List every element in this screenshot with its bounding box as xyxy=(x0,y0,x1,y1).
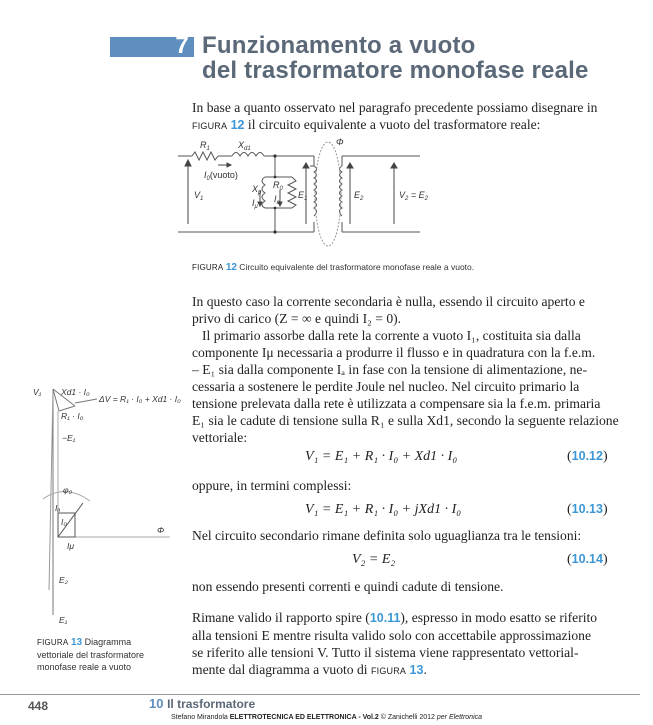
fig13-label-i0: I₀ xyxy=(61,517,67,527)
intro-line-1: In base a quanto osservato nel paragrafo precedente possiamo disegnare in xyxy=(192,100,598,115)
primary-winding xyxy=(314,166,317,216)
paragraph-5: non essendo presenti correnti e quindi cadute di tensione. xyxy=(192,579,504,594)
p6-text: ), espresso in modo esatto se riferito xyxy=(400,610,598,625)
p1-line-1: In questo caso la corrente secondaria è nulla, essendo il circuito aperto e xyxy=(192,294,585,309)
label-e1: $E_1$ xyxy=(298,190,308,202)
p2-line-1: Il primario assorbe dalla rete la corrente a vuoto I₁, costituita sia dalla xyxy=(202,328,581,343)
figure-13-caption xyxy=(37,636,187,673)
node-dot xyxy=(273,154,276,157)
figure-ref-link[interactable]: 13 xyxy=(409,663,424,677)
equation-ref: 10.12 xyxy=(571,449,603,463)
delta-v-pointer xyxy=(75,399,97,403)
section-title-line-2: del trasformatore monofase reale xyxy=(202,57,589,84)
label-r0: $R_0$ xyxy=(273,180,283,192)
p2-line-2: componente Iμ necessaria a produrre il flusso e in quadratura con la f.e.m. xyxy=(192,345,596,360)
caption-text: Diagramma xyxy=(82,637,132,647)
credit-author: Stefano Mirandola xyxy=(170,714,230,721)
section-title-line-1: Funzionamento a vuoto xyxy=(202,32,476,59)
label-ia: $I_a$ xyxy=(274,194,280,206)
fig13-label-e2: E₂ xyxy=(59,575,68,585)
label-xd1: $X_{d1}$ xyxy=(238,140,251,152)
fig13-label-ia: Iₐ xyxy=(55,503,61,513)
p6-text: . xyxy=(423,662,427,677)
label-phi: Φ xyxy=(336,137,344,147)
fig13-label-neg-e1: −E₁ xyxy=(62,433,76,443)
figure-13-vector-diagram xyxy=(25,375,200,625)
p2-line-3: – E₁ sia dalla componente Iₐ in fase con la tensione di alimentazione, ne- xyxy=(192,362,587,377)
inductor-xd1 xyxy=(232,153,264,157)
figure-ref-word: FIGURA xyxy=(370,666,407,676)
node-dot xyxy=(273,230,276,233)
equation-10-13: V₁ = E₁ + R₁ · I₀ + jXd1 · I₀ xyxy=(305,502,462,517)
caption-num: 12 xyxy=(225,262,237,273)
fig13-label-phi0: φ₀ xyxy=(63,485,73,495)
p2-line-5: tensione prelevata dalla rete è utilizzata a compensare sia la f.e.m. primaria xyxy=(192,396,601,411)
magnetic-core xyxy=(315,142,341,246)
equation-number-10-13: (10.13) xyxy=(567,502,608,517)
equation-ref: 10.13 xyxy=(571,502,603,516)
chapter-label xyxy=(149,696,255,711)
fig13-label-phi: Φ xyxy=(157,525,165,535)
section-number: 7 xyxy=(175,32,189,59)
credit-publisher: © Zanichelli 2012 xyxy=(378,714,437,721)
paragraph-1 xyxy=(192,293,624,327)
page-number: 448 xyxy=(28,699,49,713)
p2-line-6: E₁ sia le cadute di tensione sulla R₁ e sulla Xd1, secondo la seguente relazione xyxy=(192,413,619,428)
paragraph-4: Nel circuito secondario rimane definita solo uguaglianza tra le tensioni: xyxy=(192,528,582,543)
paragraph-6 xyxy=(192,609,624,680)
chapter-title: Il trasformatore xyxy=(167,697,256,711)
node-dot xyxy=(274,207,277,210)
paragraph-3: oppure, in termini complessi: xyxy=(192,478,352,493)
paragraph-2 xyxy=(192,327,624,446)
equation-ref: 10.14 xyxy=(571,552,603,566)
credit-edition: per Elettronica xyxy=(436,714,483,721)
figure-12-circuit xyxy=(170,132,470,250)
p6-text: Rimane valido il rapporto spire ( xyxy=(192,610,370,625)
fig13-label-xd1i0: Xd1 · I₀ xyxy=(61,387,90,397)
equation-number-10-14: (10.14) xyxy=(567,552,608,567)
credit-book: ELETTROTECNICA ED ELETTRONICA - Vol.2 xyxy=(229,714,379,721)
p6-line-1 xyxy=(192,609,624,627)
inductor-xmu xyxy=(262,177,265,208)
equation-10-14: V₂ = E₂ xyxy=(352,552,396,567)
label-v1: $V_1$ xyxy=(194,190,204,202)
caption-word: FIGURA xyxy=(192,263,224,272)
p6-line-3: se riferito alle tensioni V. Tutto il sistema viene rappresentato vettorial- xyxy=(192,645,579,660)
caption-text: Circuito equivalente del trasformatore monofase reale a vuoto. xyxy=(236,262,475,272)
fig13-label-r1i0: R₁ · I₀ xyxy=(61,411,84,421)
fig13-label-delta-v: ΔV = R₁ · I₀ + Xd1 · I₀ xyxy=(99,394,181,404)
label-imu: $I_\mu$ xyxy=(252,198,258,210)
intro-paragraph xyxy=(192,99,624,135)
chapter-number: 10 xyxy=(149,696,164,711)
p6-text: mente dal diagramma a vuoto di xyxy=(192,662,371,677)
label-i0: $I_0(vuoto)$ xyxy=(204,170,238,182)
p6-line-2: alla tensioni E mentre risulta valido solo con accettabile approssimazione xyxy=(192,628,591,643)
fig13-label-e1: E₁ xyxy=(59,615,68,625)
equation-number-10-12: (10.12) xyxy=(567,449,608,464)
figure-ref-word: FIGURA xyxy=(192,121,228,131)
equation-ref-link[interactable]: 10.11 xyxy=(369,611,401,625)
fig13-caption-line-3: monofase reale a vuoto xyxy=(37,662,132,672)
label-e2: $E_2$ xyxy=(354,190,364,202)
figure-12-caption xyxy=(192,262,474,273)
p2-line-7: vettoriale: xyxy=(192,430,248,445)
label-r1: $R_1$ xyxy=(200,140,210,152)
resistor-r1 xyxy=(192,152,218,160)
caption-num: 13 xyxy=(70,637,83,648)
resistor-r0 xyxy=(288,177,296,208)
credit-line xyxy=(0,714,653,721)
fig13-caption-line-2: vettoriale del trasformatore xyxy=(37,650,145,660)
label-v2-eq-e2: $V_2 = E_2$ xyxy=(399,190,428,202)
p2-line-4: cessaria a sostenere le perdite Joule nel nucleo. Nel circuito primario la xyxy=(192,379,580,394)
fig13-caption-line-1 xyxy=(37,636,187,649)
fig13-label-v1: V₁ xyxy=(33,387,42,397)
p6-line-4 xyxy=(192,661,624,680)
vector-neg-e1 xyxy=(49,389,53,590)
footer-divider xyxy=(0,694,640,695)
section-title xyxy=(202,33,589,83)
node-dot xyxy=(274,176,277,179)
p1-line-2: privo di carico (Z = ∞ e quindi I₂ = 0). xyxy=(192,311,402,326)
vector-r1-i0 xyxy=(53,389,59,411)
fig13-label-imu: Iμ xyxy=(67,541,75,551)
equation-10-12: V₁ = E₁ + R₁ · I₀ + Xd1 · I₀ xyxy=(305,449,458,464)
label-xmu: $X_\mu$ xyxy=(252,184,262,196)
caption-word: FIGURA xyxy=(37,638,69,647)
intro-line-2-text: il circuito equivalente a vuoto del trasformatore reale: xyxy=(244,117,541,132)
figure-ref-link[interactable]: 12 xyxy=(230,118,245,132)
